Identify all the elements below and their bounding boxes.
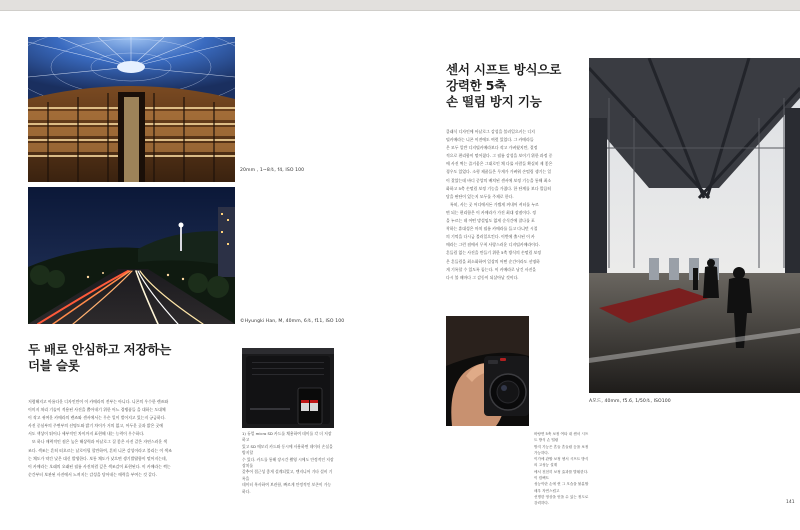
station-photo xyxy=(589,58,800,393)
sd-caption-line: 수 있다. 카드를 통해 장시간 촬영 시에도 안정적인 저장 장치를 xyxy=(242,456,334,469)
left-body-line: 서도 색상이 뛰어나 세부적인 차이까지 표현해 내는 능력이 우수하다. xyxy=(28,431,145,437)
left-body-line: 또 하나 매력적인 점은 높은 해상력과 아날로그 질 좋은 사진 같은 자연스러운 색 xyxy=(32,439,168,445)
right-body-line: 흔들림 없는 사진을 만들기 위한 5축 방식의 손떨림 보정 xyxy=(446,250,542,256)
library-caption: 20mm , 1~8초, f4, ISO 100 xyxy=(240,168,305,173)
sd-caption-line: 데이터 복사하여 보관함, 빠르게 안정적인 보존이 가능하다. xyxy=(242,482,332,494)
left-body-line: 조다. 색조는 흔히 떠오르는 날로이될 할만하여, 흔히 니콘 감성이라고 불리는 이 색조 xyxy=(28,447,172,453)
hand-camera-caption xyxy=(534,431,589,507)
hand-caption-line: 바탕면 5축 보정 여타 내 센서 시프트 방식 손 떨림 xyxy=(534,432,589,443)
left-body-line: 이미지 처리 기술이 적용된 사진을 뽑아내기 위한 어느 경쟁품들 을 대하는 도대체 xyxy=(28,407,166,413)
left-body-text xyxy=(28,398,234,479)
sd-caption-line: 있고 SD 메모리 카드와 동시에 사용하면 데이터 손실을 방지할 xyxy=(242,443,333,456)
right-body-line: 적으로 편리함이 떨어졌다. 그 필름 감성을 보이기 위한 과정 중 xyxy=(446,153,553,159)
sd-card-caption xyxy=(242,431,334,495)
right-body-line: 이 잦았는데 바디 중앙의 배치된 센서에 보정 기능을 통해 최소 xyxy=(446,177,552,183)
right-body-text xyxy=(446,128,576,282)
left-body-line: 순간부터 보관된 사진에서 느껴지는 감성을 담아내는 매력을 부여는 것 같다. xyxy=(28,471,157,477)
right-body-line: 면 되는 편리함은 이 카메라가 가진 최대 장점이다. 정 xyxy=(446,209,537,215)
left-body-line: 이 카메라는 오래의 오래된 필름 사진처럼 깊은 색조감이 표현된다. 이 카메라는 찍는 xyxy=(28,463,171,469)
hand-caption-line: 방지 기능은 흔들 흔들림 등을 보정 가능하다. xyxy=(534,444,589,455)
right-headline-line2: 강력한 5축 xyxy=(446,78,507,93)
right-body-line: 은 모두 일반 디지털카메라보다 작고 가벼웠지만, 결정 xyxy=(446,145,538,151)
page-number: 141 xyxy=(786,500,795,505)
right-body-line: 메라는 그런 점에서 무척 사랑스러운 디지털카메라이다. xyxy=(446,242,540,248)
right-body-line: 의 기억을 다시금 불러일으킨다. 이번에 출시된 이 카 xyxy=(446,234,535,240)
right-body-line: 착하는 휴대성은 마치 필름 카메라를 들고 다니던 시절 xyxy=(446,226,538,232)
right-body-line: 특히, 사는 곳 어디에서든 가볍게 꺼내어 셔터를 누르 xyxy=(450,201,539,207)
hand-caption-line: 에서 천천히 보정 효과를 발휘한다. 이 컴팩트 xyxy=(534,469,589,481)
right-headline-line1: 센서 시프트 방식으로 xyxy=(446,62,562,77)
right-body-line: 에 사진 찍는 즐거움은 그대로인 채 다룰 사람들 확실히 제 좋은 xyxy=(446,161,553,167)
left-body-line: 는 채도가 약간 낮은 대신 발생한다. 보통 채도가 낮으면 생기발랄함이 떨어지는데, xyxy=(28,455,167,461)
magazine-spread xyxy=(0,10,800,530)
right-body-line: 클래식 디자인에 아날로그 감성을 불러일으키는 디지 xyxy=(446,129,535,134)
left-body-line: 이 작고 귀여운 카메라의 렌즈와 센서에서는 무슨 일이 벌어지고 있는지 궁금하다. xyxy=(28,415,166,421)
hand-caption-line: 이가에 관할 보정 센서 시프트 방식의 고성능 설계 xyxy=(534,457,589,468)
right-body-line: 을 누르는 데 어떤 망설임도 없게 순식간에 찰나를 포 xyxy=(446,218,535,224)
right-headline-line3: 손 떨림 방지 기능 xyxy=(446,94,542,109)
right-headline xyxy=(446,62,561,110)
right-body-line: 담을 판단이 있는지 모두를 주제로 한다. xyxy=(446,193,514,199)
left-body-line: 사진 중심부의 주변부의 선명도와 밝기 차이가 거의 없고, 어두운 곳과 밝은 곳에 xyxy=(28,423,164,429)
night-road-caption: ©Hyungki Han, M, 40mm, 6초, f11, ISO 100 xyxy=(240,319,345,324)
left-body-line: 저렴해지고 아름다운 디자인만이 이 카메라의 전부는 아니다. 니콘의 우수한 렌즈와 xyxy=(28,399,169,404)
right-body-line: 경우도 있었다. 소형 제품들은 무게가 가벼워 손떨림 생기는 일 xyxy=(446,169,552,175)
right-body-line: 화하고 5축 손떨림 보정 기능을 가졌다. 한 단계를 보다 깔끔히 xyxy=(446,185,552,191)
hand-camera-photo xyxy=(446,316,529,426)
night-road-photo xyxy=(28,187,235,324)
sd-caption-line: 갖추어 접근성 좋게 설계되었고, 엔지니어 기타 설비 기록을 xyxy=(242,469,333,481)
left-headline-line1: 두 배로 안심하고 저장하는 xyxy=(28,342,172,357)
sd-card-slot-photo xyxy=(242,348,334,428)
library-photo xyxy=(28,37,235,182)
left-headline-line2: 더블 슬롯 xyxy=(28,358,80,373)
right-body-line: 다시 볼 때마다 그 감동이 되살아날 것이다. xyxy=(446,274,519,280)
hand-caption-line: 선명한 영상을 얻을 수 있는 정도로 강력하다. xyxy=(534,494,589,506)
hand-caption-line: 성능이란 손에 쥔 그 모습을 불분할 매우 자연스럽고 xyxy=(534,482,589,493)
left-headline xyxy=(28,342,171,374)
station-caption: A모드, 40mm, f5.6, 1/50초, ISO100 xyxy=(589,399,671,404)
right-body-line: 털카메라는 니콘 이전에도 여럿 있었다. 그 카메라들 xyxy=(446,137,534,143)
right-body-line: 은 흔들림을 최소화하여 일상의 어떤 순간이라도 선명하 xyxy=(446,258,540,264)
sd-caption-line: 1) 듀얼 micro SD 카드를 채용하여 데이를 각 더 저장하고 xyxy=(242,431,332,443)
right-body-line: 게 기록할 수 있도록 돕는다. 이 카메라로 남긴 사진을 xyxy=(446,266,537,272)
